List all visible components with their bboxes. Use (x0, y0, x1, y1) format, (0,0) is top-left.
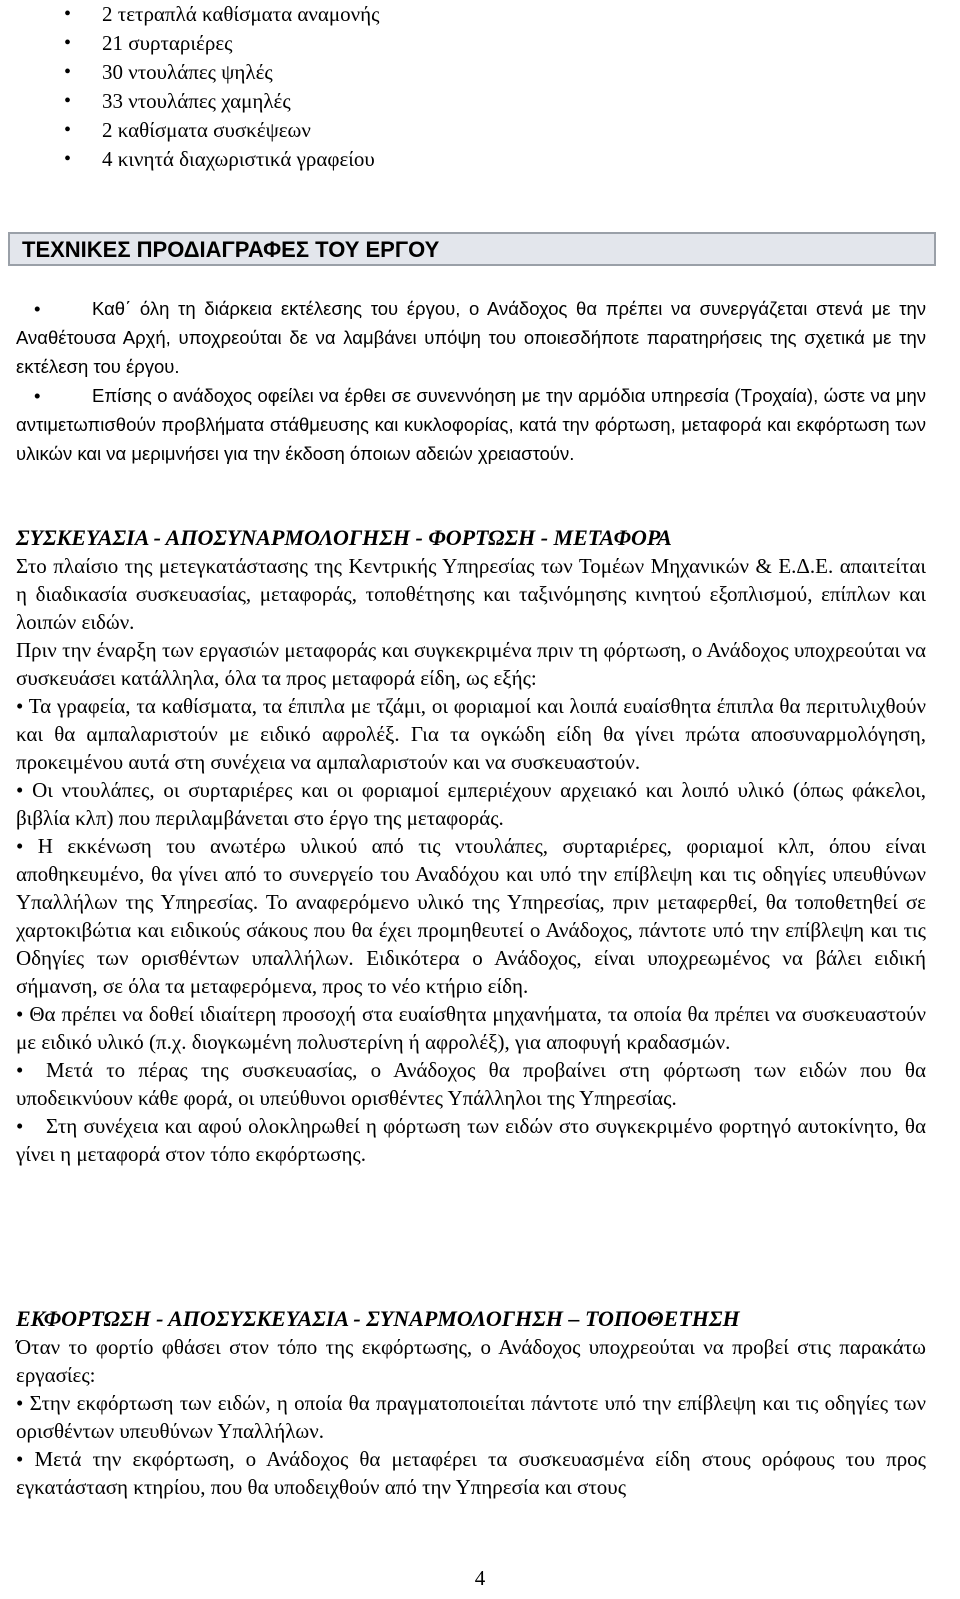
list-item: • 2 τετραπλά καθίσματα αναμονής (64, 0, 379, 29)
bullet-marker (16, 381, 92, 410)
bullet-paragraph: • Στην εκφόρτωση των ειδών, η οποία θα πραγματοποιείται πάντοτε υπό την επίβλεψη και τις οδηγίες των ορισθέντων υπευθύνων Υπαλλήλων. (16, 1389, 926, 1445)
spec-paragraph: •Καθ΄ όλη τη διάρκεια εκτέλεσης του έργου, ο Ανάδοχος θα πρέπει να συνεργάζεται στενά με την Αναθέτουσα Αρχή, υποχρεούται δε να λαμβάνει υπόψη του οποιεσδήποτε παρατηρήσεις της σχετικά με την εκτέλεση του έργου. (16, 294, 926, 381)
section-heading: ΕΚΦΟΡΤΩΣΗ - ΑΠΟΣΥΣΚΕΥΑΣΙΑ - ΣΥΝΑΡΜΟΛΟΓΗΣΗ – ΤΟΠΟΘΕΤΗΣΗ (16, 1306, 740, 1331)
bullet-marker (16, 294, 92, 323)
bullet-paragraph: • Οι ντουλάπες, οι συρταριέρες και οι φοριαμοί εμπεριέχουν αρχειακό και λοιπό υλικό (όπως φάκελοι, βιβλία κλπ) που περιλαμβάνεται στο έργο της μεταφοράς. (16, 776, 926, 832)
spec-paragraph: •Επίσης ο ανάδοχος οφείλει να έρθει σε συνεννόηση με την αρμόδια υπηρεσία (Τροχαία), ώστε να μην αντιμετωπισθούν προβλήματα στάθμευσης και κυκλοφορίας, κατά την φόρτωση, μεταφορά και εκφόρτωση των υλικών και να μεριμνήσει για την έκδοση όποιων αδειών χρειαστούν. (16, 381, 926, 468)
section-intro: Όταν το φορτίο φθάσει στον τόπο της εκφόρτωσης, ο Ανάδοχος υποχρεούται να προβεί στις παρακάτω εργασίες: (16, 1335, 926, 1387)
furniture-list (64, 0, 379, 174)
bullet-paragraph: • Μετά το πέρας της συσκευασίας, ο Ανάδοχος θα προβαίνει στη φόρτωση των ειδών που θα υποδεικνύουν κάθε φορά, οι υπεύθυνοι ορισθέντες Υπάλληλοι της Υπηρεσίας. (16, 1056, 926, 1112)
section-packing (16, 524, 926, 1168)
section-unloading (16, 1305, 926, 1501)
list-item: • 33 ντουλάπες χαμηλές (64, 87, 379, 116)
bullet-paragraph: • Θα πρέπει να δοθεί ιδιαίτερη προσοχή στα ευαίσθητα μηχανήματα, τα οποία θα πρέπει να συσκευαστούν με ειδικό υλικό (π.χ. διογκωμένη πολυστερίνη ή αφρολέξ), για αποφυγή κραδασμών. (16, 1000, 926, 1056)
spec-title-bar: ΤΕΧΝΙΚΕΣ ΠΡΟΔΙΑΓΡΑΦΕΣ ΤΟΥ ΕΡΓΟΥ (8, 232, 936, 266)
bullet-paragraph: • Τα γραφεία, τα καθίσματα, τα έπιπλα με τζάμι, οι φοριαμοί και λοιπά ευαίσθητα έπιπλα θα περιτυλιχθούν και θα αμπαλαριστούν με ειδικό αφρολέξ. Για τα ογκώδη είδη θα γίνει πρώτα αποσυναρμολόγηση, προκειμένου αυτά στη συνέχεια να αμπαλαριστούν και να συσκευαστούν. (16, 692, 926, 776)
bullet-paragraph: • Η εκκένωση του ανωτέρω υλικού από τις ντουλάπες, συρταριέρες, φοριαμοί κλπ, όπου είναι αποθηκευμένο, θα γίνει από το συνεργείο του Αναδόχου και υπό την επίβλεψη και τις οδηγίες υπευθύνων Υπαλλήλων της Υπηρεσίας. Το αναφερόμενο υλικό της Υπηρεσίας, πριν μεταφερθεί, θα τοποθετηθεί σε χαρτοκιβώτια και ειδικούς σάκους που θα έχει προμηθευτεί ο Ανάδοχος, πάντοτε υπό την επίβλεψη και τις Οδηγίες των ορισθέντων υπαλλήλων. Ειδικότερα ο Ανάδοχος, είναι υποχρεωμένος να βάλει ειδική σήμανση, σε όλα τα μεταφερόμενα, προς το νέο κτήριο είδη. (16, 832, 926, 1000)
list-item: • 21 συρταριέρες (64, 29, 379, 58)
list-item: • 30 ντουλάπες ψηλές (64, 58, 379, 87)
list-item: • 4 κινητά διαχωριστικά γραφείου (64, 145, 379, 174)
list-item: • 2 καθίσματα συσκέψεων (64, 116, 379, 145)
bullet-paragraph: • Μετά την εκφόρτωση, ο Ανάδοχος θα μεταφέρει τα συσκευασμένα είδη στους ορόφους του προς εγκατάσταση κτηρίου, που θα υποδειχθούν από την Υπηρεσία και στους (16, 1445, 926, 1501)
page-number: 4 (474, 1566, 486, 1590)
section-heading: ΣΥΣΚΕΥΑΣΙΑ - ΑΠΟΣΥΝΑΡΜΟΛΟΓΗΣΗ - ΦΟΡΤΩΣΗ - ΜΕΤΑΦΟΡΑ (16, 525, 672, 550)
spec-paragraphs (16, 294, 926, 468)
section-intro-2: Πριν την έναρξη των εργασιών μεταφοράς και συγκεκριμένα πριν τη φόρτωση, ο Ανάδοχος υποχρεούται να συσκευάσει κατάλληλα, όλα τα προς μεταφορά είδη, ως εξής: (16, 638, 926, 690)
bullet-paragraph: • Στη συνέχεια και αφού ολοκληρωθεί η φόρτωση των ειδών στο συγκεκριμένο φορτηγό αυτοκίνητο, θα γίνει η μεταφορά στον τόπο εκφόρτωσης. (16, 1112, 926, 1168)
section-intro: Στο πλαίσιο της μετεγκατάστασης της Κεντρικής Υπηρεσίας των Τομέων Μηχανικών & Ε.Δ.Ε. απαιτείται η διαδικασία συσκευασίας, μεταφοράς, τοποθέτησης και ταξινόμησης κινητού εξοπλισμού, επίπλων και λοιπών ειδών. (16, 554, 926, 634)
